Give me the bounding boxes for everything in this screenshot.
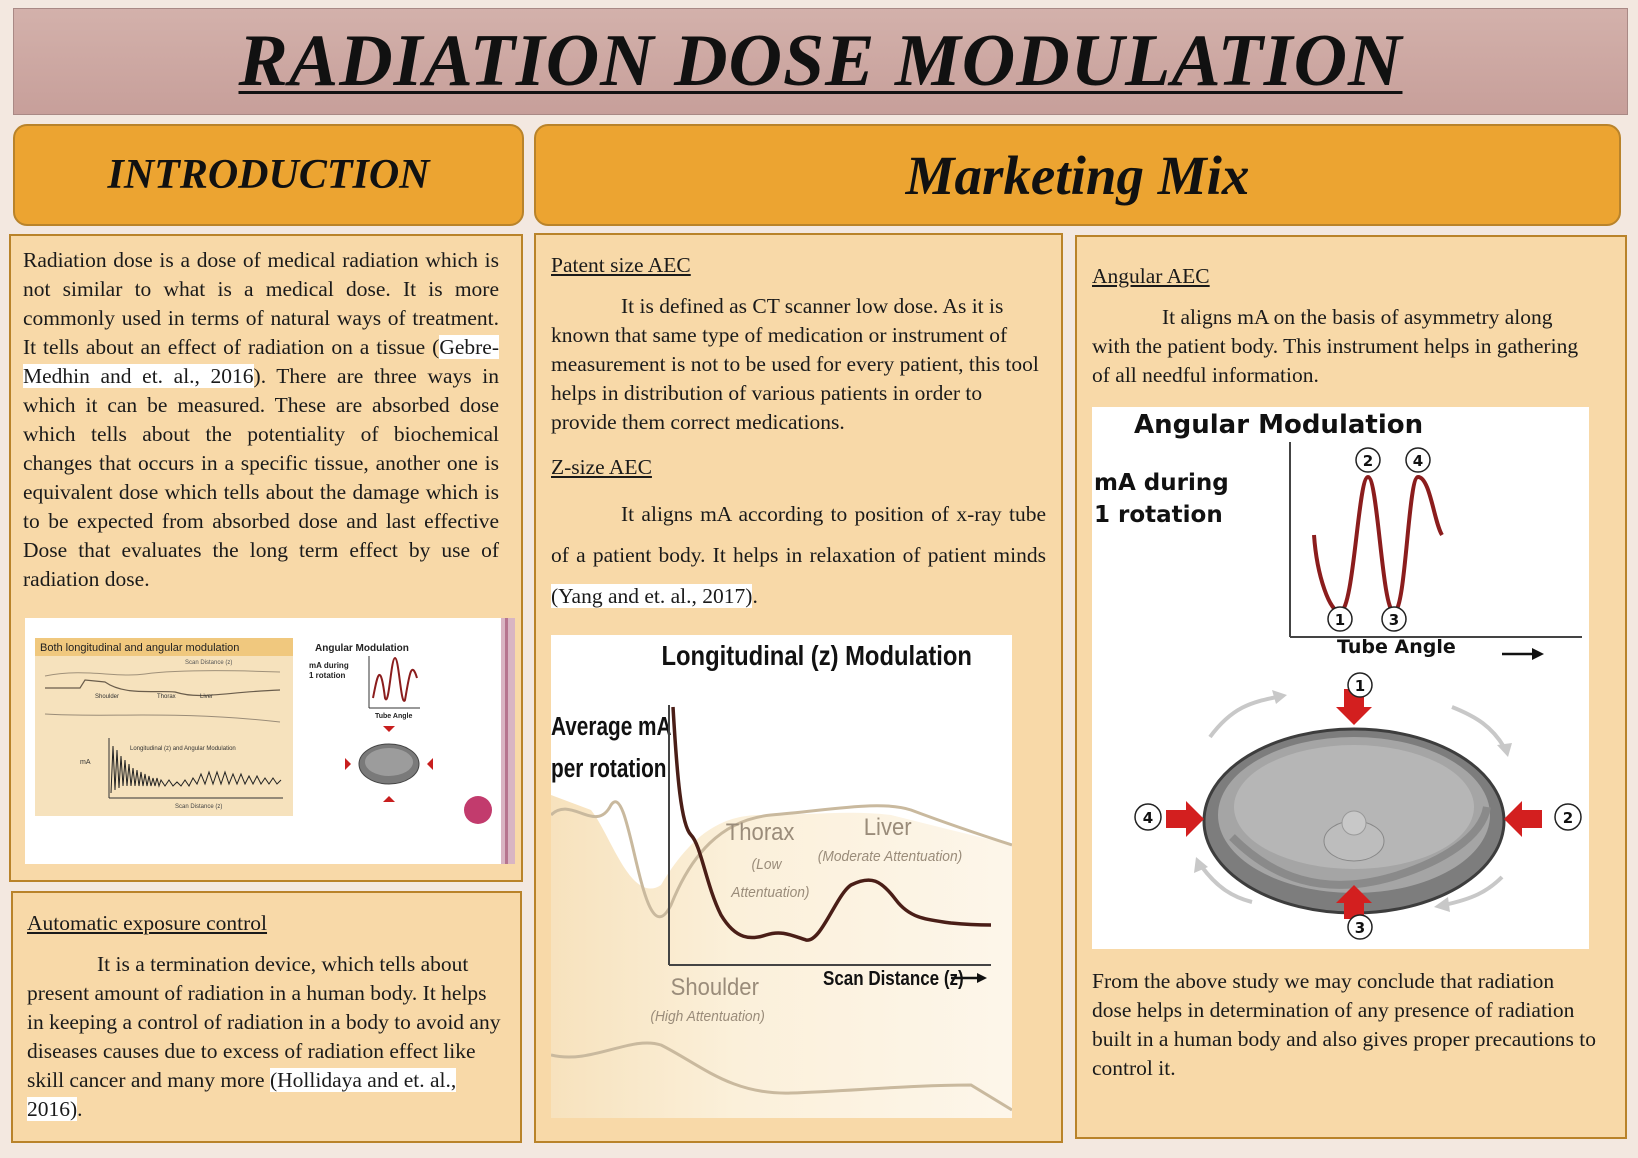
marketing-mix-heading-text: Marketing Mix (905, 144, 1250, 206)
fig-tube-angle: Tube Angle (375, 713, 413, 720)
automatic-exposure-panel (11, 891, 522, 1143)
long-fig-thorax-sub1: (Low (751, 856, 782, 874)
conclusion-text: From the above study we may conclude that radiation dose helps in determination of any presence of radiation built in a human body and also gives proper precautions to control it. (1092, 969, 1596, 1080)
ang-fig-dir-1: 1 (1354, 677, 1366, 695)
long-fig-liver: Liver (863, 813, 912, 841)
introduction-heading-text: INTRODUCTION (107, 152, 430, 198)
angular-panel (1075, 235, 1627, 1139)
ang-fig-trough-3: 3 (1388, 611, 1400, 629)
zsize-text (551, 494, 1046, 617)
automatic-exposure-text-body: It is a termination device, which tells about present amount of radiation in a human body. It helps in keeping a control of radiation in a body to avoid any diseases causes due to excess of radiation effect like skill cancer and many more (27, 952, 501, 1092)
ang-fig-ylabel-2: 1 rotation (1094, 502, 1223, 528)
ang-fig-dir-3: 3 (1354, 919, 1366, 937)
introduction-text-part2: ). There are three ways in which it can be measured. These are absorbed dose which tells about the potentiality of biochemical changes that occurs in a specific tissue, another one is equivalent dose which tells about the damage which is to be expected from absorbed dose and last effective Dose that evaluates the long term effect by use of radiation dose. (23, 364, 499, 591)
title-banner (13, 8, 1628, 115)
introduction-text-part1: Radiation dose is a dose of medical radiation which is not similar to what is a medical dose. It is more commonly used in terms of natural ways of treatment. It tells about an effect of radiation on a tissue ( (23, 248, 499, 359)
angular-aec-heading: Angular AEC (1092, 264, 1210, 288)
zsize-text-body: It aligns mA according to position of x-ray tube of a patient body. It helps in relaxation of patient minds (551, 502, 1046, 567)
fig-caption: Both longitudinal and angular modulation (40, 642, 240, 654)
ang-fig-xlabel: Tube Angle (1337, 636, 1456, 658)
zsize-heading: Z-size AEC (551, 455, 652, 479)
ang-fig-peak-4: 4 (1412, 452, 1424, 470)
long-fig-thorax-sub2: Attentuation) (731, 884, 810, 902)
fig-liver: Liver (200, 694, 214, 700)
long-fig-xlabel: Scan Distance (z) (823, 966, 964, 990)
longitudinal-modulation-figure (551, 635, 1012, 1118)
fig-shoulder: Shoulder (95, 694, 120, 700)
long-fig-title: Longitudinal (z) Modulation (661, 639, 972, 672)
combined-modulation-figure (25, 618, 515, 864)
angular-aec-text: It aligns mA on the basis of asymmetry along with the patient body. This instrument helps in gathering of all needful information. (1092, 305, 1579, 387)
zsize-citation: (Yang and et. al., 2017) (551, 584, 753, 608)
angular-modulation-figure (1092, 407, 1589, 949)
patent-size-heading: Patent size AEC (551, 253, 691, 277)
fig-ma: mA (80, 759, 91, 766)
introduction-panel (9, 234, 523, 882)
automatic-exposure-text-end: . (77, 1097, 83, 1121)
page-title: RADIATION DOSE MODULATION (238, 20, 1403, 102)
fig-angular-title: Angular Modulation (315, 643, 409, 654)
ang-fig-dir-2: 2 (1562, 809, 1574, 827)
patent-size-text: It is defined as CT scanner low dose. As it is known that same type of medication or instrument of measurement is not to be used for every patient, this tool helps in distribution of various patients in order to provide them correct medications. (551, 294, 1039, 434)
long-fig-liver-sub: (Moderate Attentuation) (817, 848, 963, 866)
fig-angular-ma1: mA during (309, 661, 349, 670)
fig-lower-title: Longitudinal (z) and Angular Modulation (130, 746, 236, 752)
patent-zsize-panel (534, 233, 1063, 1143)
long-fig-thorax: Thorax (725, 818, 795, 846)
marketing-mix-heading (534, 124, 1621, 226)
long-fig-ylabel-2: per rotation (551, 753, 667, 783)
introduction-citation: Gebre-Medhin and et. al., 2016 (23, 335, 499, 388)
ang-fig-dir-4: 4 (1142, 809, 1154, 827)
fig-angular-ma2: 1 rotation (309, 671, 346, 680)
long-fig-shoulder-sub: (High Attentuation) (650, 1008, 765, 1026)
automatic-exposure-text (27, 950, 507, 1124)
introduction-text (23, 246, 499, 594)
zsize-text-end: . (752, 584, 758, 608)
fig-scan-distance-bottom: Scan Distance (z) (175, 804, 223, 810)
long-fig-ylabel-1: Average mA (551, 711, 672, 741)
fig-scan-distance-top: Scan Distance (z) (185, 660, 233, 666)
ang-fig-trough-1: 1 (1334, 611, 1346, 629)
long-fig-shoulder: Shoulder (670, 973, 759, 1001)
introduction-heading (13, 124, 524, 226)
fig-thorax: Thorax (157, 694, 176, 700)
ang-fig-title: Angular Modulation (1134, 410, 1424, 440)
ang-fig-peak-2: 2 (1362, 452, 1374, 470)
automatic-exposure-heading: Automatic exposure control (27, 911, 268, 935)
automatic-exposure-citation: (Hollidaya and et. al., 2016) (27, 1068, 457, 1121)
ang-fig-ylabel-1: mA during (1094, 470, 1229, 496)
